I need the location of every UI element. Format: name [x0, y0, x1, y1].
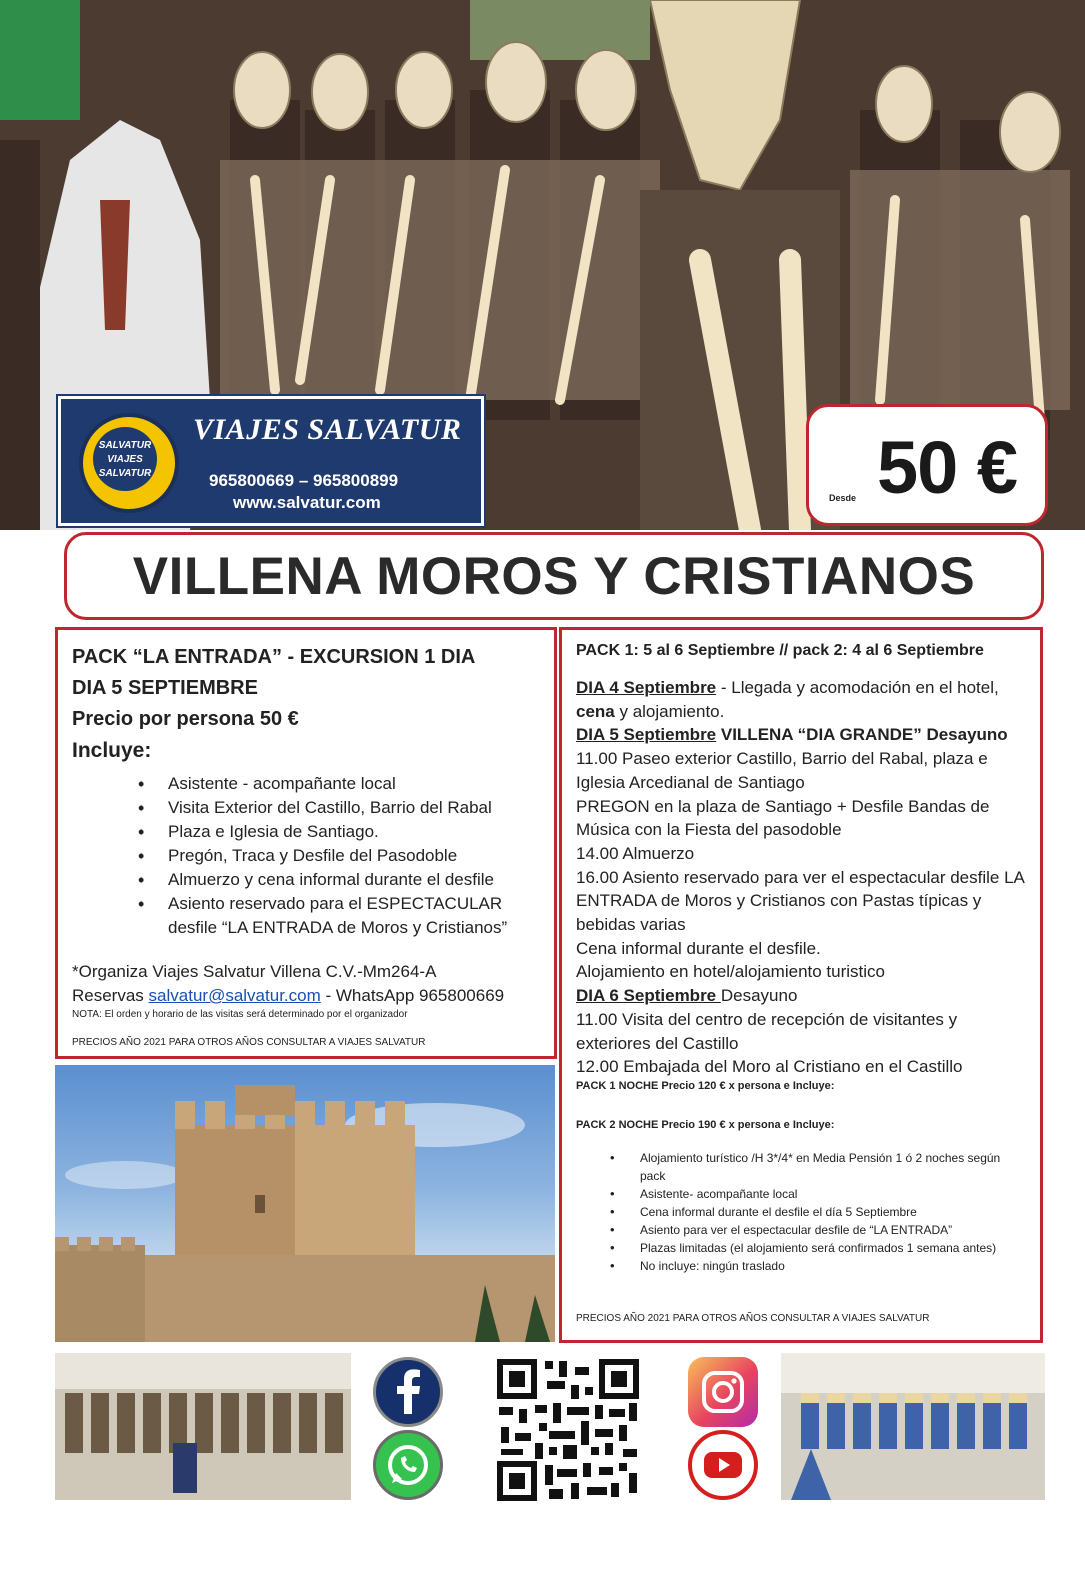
- youtube-glyph: [692, 1434, 754, 1496]
- price-value: 50 €: [877, 426, 1018, 509]
- list-item: • Asiento para ver el espectacular desfile de “LA ENTRADA”: [576, 1221, 1026, 1239]
- day4-cena: cena: [576, 701, 615, 721]
- day5-head: VILLENA “DIA GRANDE” Desayuno: [716, 725, 1008, 745]
- list-item: • Pregón, Traca y Desfile del Pasodoble: [72, 844, 540, 868]
- brand-phones: 965800669 – 965800899: [209, 471, 399, 490]
- prices-footer: PRECIOS AÑO 2021 PARA OTROS AÑOS CONSULTAR A VIAJES SALVATUR: [576, 1313, 930, 1324]
- organizer-block: [72, 960, 540, 1022]
- itinerary-header: PACK 1: 5 al 6 Septiembre // pack 2: 4 al 6 Septiembre: [576, 642, 984, 659]
- whatsapp-glyph: [376, 1433, 440, 1497]
- list-item: • Almuerzo y cena informal durante el desfile: [72, 868, 540, 892]
- excursion-panel: [55, 627, 557, 1059]
- day5-item: 16.00 Asiento reservado para ver el espectacular desfile LA ENTRADA de Moros y Cristianos con Pastas típicas y bebidas varias: [576, 867, 1024, 935]
- list-item: • No incluye: ningún traslado: [576, 1257, 1026, 1275]
- list-item: • Asistente- acompañante local: [576, 1185, 1026, 1203]
- pack-title: PACK “LA ENTRADA” - EXCURSION 1 DIA: [72, 646, 476, 668]
- brand-logo-text: SALVATUR VIAJES SALVATUR: [93, 427, 157, 491]
- schedule-note: NOTA: El orden y horario de las visitas será determinado por el organizador: [72, 1009, 408, 1020]
- instagram-icon[interactable]: [688, 1357, 758, 1427]
- youtube-icon[interactable]: [688, 1430, 758, 1500]
- list-item: • Alojamiento turístico /H 3*/4* en Media Pensión 1 ó 2 noches según pack: [576, 1149, 1026, 1185]
- parade-left-illustration: [55, 1353, 351, 1500]
- day4-label: DIA 4 Septiembre: [576, 678, 717, 697]
- price-badge: [806, 404, 1048, 526]
- day6-line: [576, 984, 1026, 1008]
- day4-line: [576, 676, 1026, 700]
- qr-code[interactable]: [495, 1357, 641, 1503]
- pack1-line: PACK 1 NOCHE Precio 120 € x persona e Incluye:: [576, 1079, 835, 1092]
- pack-price: Precio por persona 50 €: [72, 708, 299, 730]
- includes-list: [72, 772, 540, 940]
- parade-photo-right: [781, 1353, 1045, 1500]
- whatsapp-icon[interactable]: [373, 1430, 443, 1500]
- page-title: VILLENA MOROS Y CRISTIANOS: [132, 546, 976, 606]
- instagram-glyph: [688, 1357, 758, 1427]
- list-item: • Visita Exterior del Castillo, Barrio del Rabal: [72, 796, 540, 820]
- pack-date: DIA 5 SEPTIEMBRE: [72, 677, 258, 699]
- parade-photo-left: [55, 1353, 351, 1500]
- day5-item: PREGON en la plaza de Santiago + Desfile Bandas de Música con la Fiesta del pasodoble: [576, 796, 990, 840]
- organizer-text: *Organiza Viajes Salvatur Villena C.V.-Mm264-A: [72, 962, 437, 981]
- brand-logo: [79, 413, 179, 513]
- day5-item: Cena informal durante el desfile.: [576, 938, 821, 958]
- day5-line: [576, 723, 1026, 747]
- list-item: • Asiento reservado para el ESPECTACULAR desfile “LA ENTRADA de Moros y Cristianos”: [72, 892, 540, 940]
- list-item: • Plaza e Iglesia de Santiago.: [72, 820, 540, 844]
- pack-includes-list: [576, 1149, 1026, 1275]
- day4-line2: [576, 700, 1026, 724]
- title-banner: [64, 532, 1044, 620]
- day5-item: Alojamiento en hotel/alojamiento turistico: [576, 962, 886, 982]
- whatsapp-text: - WhatsApp 965800669: [320, 986, 505, 1005]
- day6-label: DIA 6 Septiembre: [576, 986, 721, 1006]
- includes-label: Incluye:: [72, 739, 152, 762]
- reservas-label: Reservas: [72, 986, 144, 1005]
- pack2-line: PACK 2 NOCHE Precio 190 € x persona e Incluye:: [576, 1118, 835, 1131]
- qr-code-pattern: [495, 1357, 641, 1503]
- itinerary-panel: [559, 627, 1043, 1343]
- price-from-label: Desde: [829, 493, 857, 503]
- reservas-line: [72, 984, 540, 1008]
- day4-rest: y alojamiento.: [614, 701, 725, 721]
- day5-item: 11.00 Paseo exterior Castillo, Barrio del Rabal, plaza e Iglesia Arcedianal de Santiago: [576, 749, 988, 792]
- email-link[interactable]: salvatur@salvatur.com: [148, 986, 321, 1005]
- day6-item: 11.00 Visita del centro de recepción de visitantes y exteriores del Castillo: [576, 1009, 958, 1053]
- facebook-icon[interactable]: [373, 1357, 443, 1427]
- day5-item: 14.00 Almuerzo: [576, 843, 695, 863]
- day6-head: Desayuno: [720, 986, 798, 1006]
- day5-label: DIA 5 Septiembre: [576, 725, 717, 745]
- brand-website[interactable]: www.salvatur.com: [233, 493, 381, 512]
- prices-footer: PRECIOS AÑO 2021 PARA OTROS AÑOS CONSULTAR A VIAJES SALVATUR: [72, 1037, 426, 1048]
- brand-name: VIAJES SALVATUR: [193, 413, 462, 446]
- castle-illustration: [55, 1065, 555, 1342]
- castle-photo: [55, 1065, 555, 1342]
- list-item: • Plazas limitadas (el alojamiento será confirmados 1 semana antes): [576, 1239, 1026, 1257]
- parade-right-illustration: [781, 1353, 1045, 1500]
- day4-text: - Llegada y acomodación en el hotel,: [716, 678, 999, 697]
- list-item: • Cena informal durante el desfile el día 5 Septiembre: [576, 1203, 1026, 1221]
- hero-photo: [0, 0, 1085, 530]
- facebook-glyph: [376, 1360, 440, 1424]
- brand-banner: [58, 396, 484, 526]
- list-item: • Asistente - acompañante local: [72, 772, 540, 796]
- day6-item: 12.00 Embajada del Moro al Cristiano en el Castillo: [576, 1057, 963, 1077]
